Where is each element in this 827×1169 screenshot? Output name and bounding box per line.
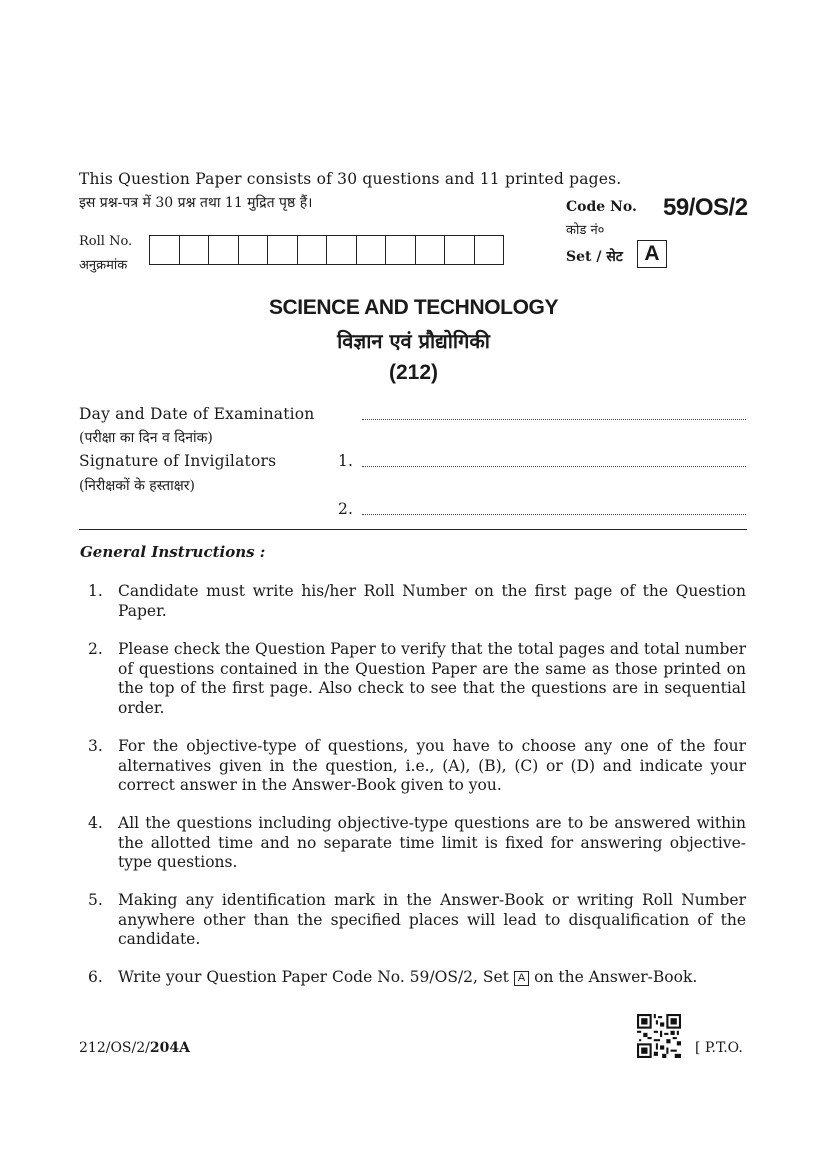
footer-code-bold: 204A (149, 1040, 190, 1056)
invigilator-label-hi: (निरीक्षकों के हस्ताक्षर) (79, 478, 195, 494)
roll-label-hi: अनुक्रमांक (79, 258, 128, 273)
subject-title-en: SCIENCE AND TECHNOLOGY (268, 296, 559, 319)
instruction-text: Candidate must write his/her Roll Number on the first page of the Question Paper. (118, 582, 746, 620)
instruction-item (80, 968, 746, 988)
instruction-number: 6. (88, 968, 103, 986)
instruction-number: 4. (88, 814, 103, 832)
roll-box[interactable] (357, 236, 387, 264)
instruction-text: All the questions including objective-type questions are to be answered within the allotted time and no separate time limit is fixed for answering objective-type questions. (118, 814, 746, 871)
subject-title-hi: विज्ञान एवं प्रौद्योगिकी (337, 329, 490, 353)
pto-label: [ P.T.O. (695, 1040, 743, 1056)
instruction-item (80, 582, 746, 621)
signature-1-number: 1. (338, 452, 354, 470)
code-label-en: Code No. (566, 199, 637, 215)
paper-consists-en: This Question Paper consists of 30 questions and 11 printed pages. (79, 170, 622, 188)
footer-code-prefix: 212/OS/2/ (79, 1040, 150, 1056)
invigilator-label-en: Signature of Invigilators (79, 452, 277, 470)
signature-1-line[interactable] (362, 466, 746, 467)
roll-box[interactable] (386, 236, 416, 264)
exam-date-line[interactable] (362, 419, 746, 420)
roll-box[interactable] (327, 236, 357, 264)
paper-consists-hi: इस प्रश्न-पत्र में 30 प्रश्न तथा 11 मुद्रित पृष्ठ हैं। (79, 195, 313, 211)
roll-box[interactable] (268, 236, 298, 264)
roll-box[interactable] (416, 236, 446, 264)
roll-box[interactable] (445, 236, 475, 264)
qr-code-icon (637, 1014, 681, 1058)
instruction-text: Making any identification mark in the Answer-Book or writing Roll Number anywhere other than the specified places will lead to disqualification of the candidate. (118, 891, 746, 948)
instruction-number: 2. (88, 640, 103, 658)
instruction-item (80, 891, 746, 950)
paper-footer-code (79, 1040, 190, 1056)
code-number: 59/OS/2 (663, 194, 748, 221)
exam-date-label-hi: (परीक्षा का दिन व दिनांक) (79, 430, 213, 446)
instruction-number: 5. (88, 891, 103, 909)
instruction-item (80, 814, 746, 873)
set-label: Set / सेट (566, 249, 623, 265)
roll-box[interactable] (150, 236, 180, 264)
code-label-hi: कोड नं० (566, 223, 605, 238)
roll-box[interactable] (298, 236, 328, 264)
divider (79, 529, 747, 530)
roll-number-boxes[interactable] (149, 235, 504, 265)
subject-code: (212) (388, 361, 439, 384)
instruction-item (80, 640, 746, 718)
instruction-text: Please check the Question Paper to verify that the total pages and total number of questions contained in the Question Paper are the same as those printed on the top of the first page. Also check to see that the questions are in sequential order. (118, 640, 746, 717)
roll-box[interactable] (180, 236, 210, 264)
instructions-heading: General Instructions : (80, 543, 266, 561)
signature-2-number: 2. (338, 500, 354, 518)
instruction-item (80, 737, 746, 796)
roll-box[interactable] (475, 236, 504, 264)
roll-label-en: Roll No. (79, 234, 133, 249)
instruction-text: For the objective-type of questions, you have to choose any one of the four alternatives given in the question, i.e., (A), (B), (C) or (D) and indicate your correct answer in the Answer-Book given to you. (118, 737, 746, 794)
set-inline-box: A (514, 971, 529, 986)
instruction-text: Write your Question Paper Code No. 59/OS/2, Set (118, 968, 509, 986)
instruction-number: 1. (88, 582, 103, 600)
exam-date-label-en: Day and Date of Examination (79, 405, 315, 423)
signature-2-line[interactable] (362, 514, 746, 515)
roll-box[interactable] (209, 236, 239, 264)
set-box: A (637, 240, 667, 268)
roll-box[interactable] (239, 236, 269, 264)
instruction-number: 3. (88, 737, 103, 755)
instruction-text: on the Answer-Book. (534, 968, 698, 986)
